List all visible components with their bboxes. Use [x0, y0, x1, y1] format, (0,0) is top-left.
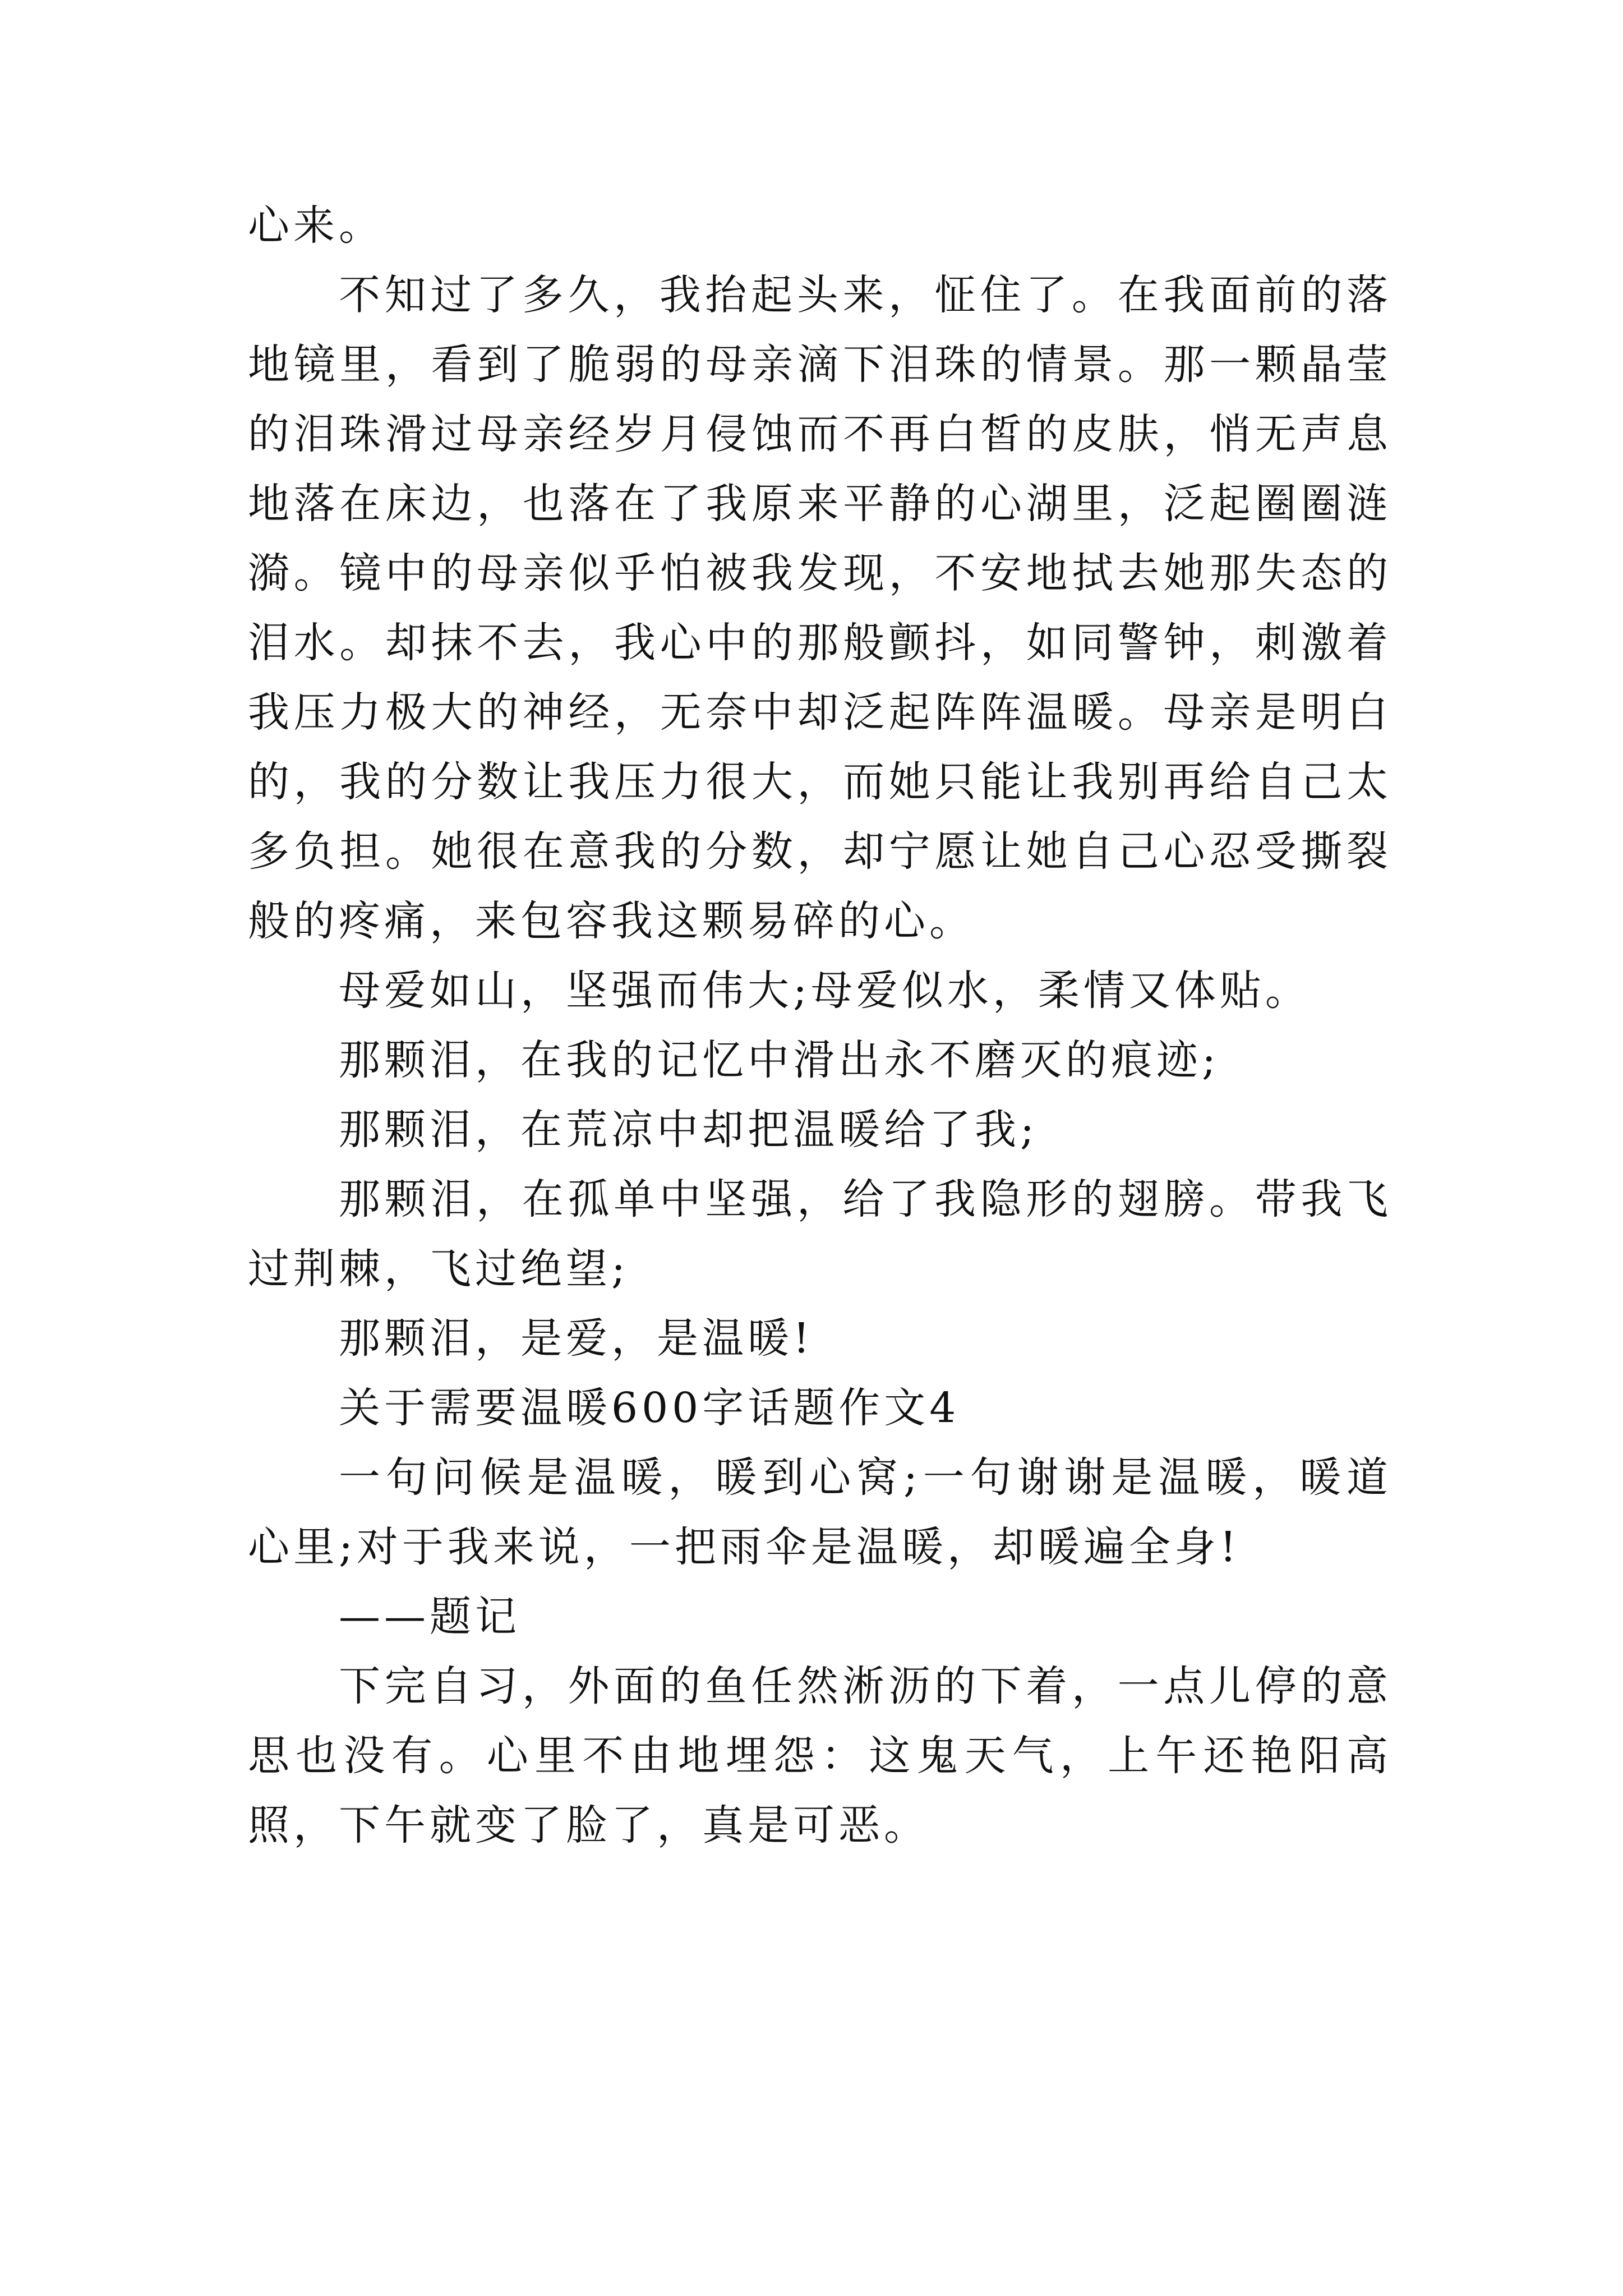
paragraph-2: 不知过了多久，我抬起头来，怔住了。在我面前的落地镜里，看到了脆弱的母亲滴下泪珠的情景。那一颗晶莹的泪珠滑过母亲经岁月侵蚀而不再白皙的皮肤，悄无声息地落在床边，也落在了我原来平静的心湖里，泛起圈圈涟漪。镜中的母亲似乎怕被我发现，不安地拭去她那失态的泪水。却抹不去，我心中的那般颤抖，如同警钟，刺激着我压力极大的神经，无奈中却泛起阵阵温暖。母亲是明白的，我的分数让我压力很大，而她只能让我别再给自己太多负担。她很在意我的分数，却宁愿让她自己心忍受撕裂般的疼痛，来包容我这颗易碎的心。	[248, 271, 1392, 945]
paragraph-9: 一句问候是温暖，暖到心窝;一句谢谢是温暖，暖道心里;对于我来说，一把雨伞是温暖，却暖遍全身!	[248, 1453, 1392, 1571]
paragraph-6: 那颗泪，在孤单中坚强，给了我隐形的翅膀。带我飞过荆棘，飞过绝望;	[248, 1175, 1392, 1293]
document-body	[248, 191, 1392, 1860]
paragraph-5: 那颗泪，在荒凉中却把温暖给了我;	[339, 1106, 1038, 1154]
essay-heading: 关于需要温暖600字话题作文4	[339, 1384, 960, 1432]
epigraph-attribution: ——题记	[339, 1593, 520, 1641]
paragraph-4: 那颗泪，在我的记忆中滑出永不磨灭的痕迹;	[339, 1036, 1220, 1084]
paragraph-3: 母爱如山，坚强而伟大;母爱似水，柔情又体贴。	[339, 967, 1311, 1015]
paragraph-11: 下完自习，外面的鱼任然淅沥的下着，一点儿停的意思也没有。心里不由地埋怨：这鬼天气，上午还艳阳高照，下午就变了脸了，真是可恶。	[248, 1662, 1392, 1849]
paragraph-7: 那颗泪，是爱，是温暖!	[339, 1314, 814, 1363]
paragraph-1: 心来。	[248, 201, 384, 250]
